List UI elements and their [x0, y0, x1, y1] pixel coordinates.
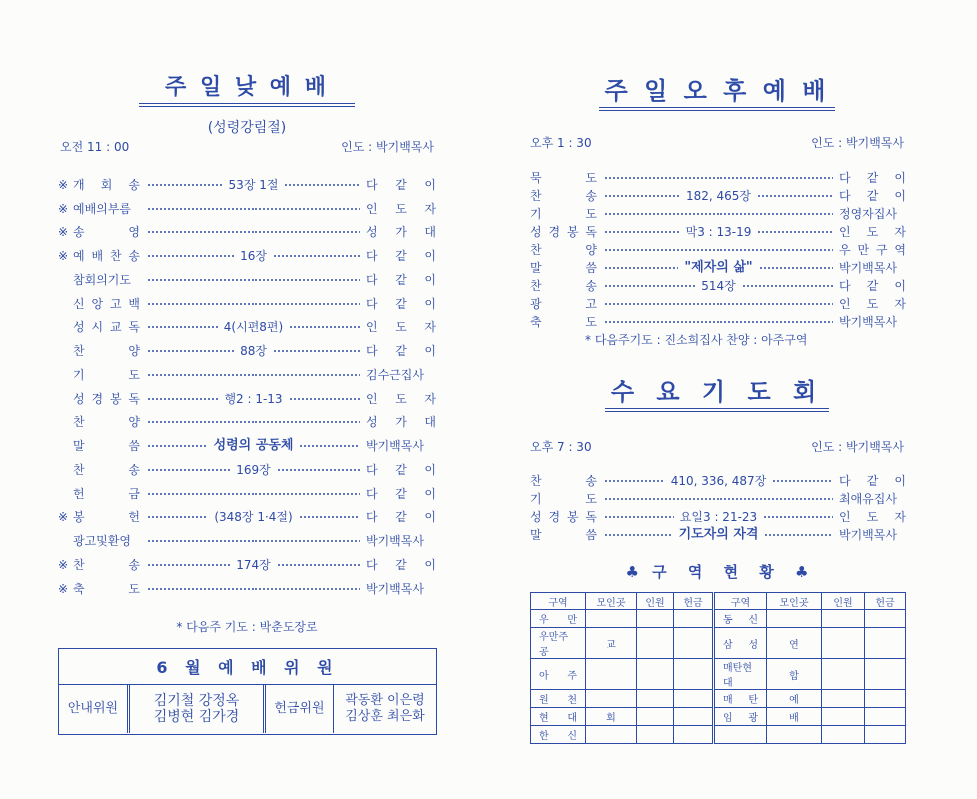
- attendance-cell: [637, 708, 674, 726]
- attendance-cell: [822, 628, 865, 659]
- item-label: 헌 금: [73, 486, 140, 501]
- leader-dots: [277, 465, 360, 475]
- item-label: 개 회 송: [73, 177, 140, 192]
- item-leader: 박기백목사: [366, 439, 424, 454]
- morning-service-title: 주 일 낮 예 배: [139, 74, 355, 107]
- service-item: [530, 490, 906, 508]
- leader-dots: [604, 476, 665, 486]
- item-detail: 4(시편8편): [223, 320, 284, 335]
- sermon-title: "제자의 삶": [684, 260, 753, 275]
- usher-names: [127, 685, 263, 733]
- item-label: 예 배 찬 송: [73, 249, 140, 264]
- right-column: [528, 0, 906, 799]
- leader-dots: [289, 322, 360, 332]
- afternoon-note: * 다음주기도 : 진소희집사 찬양 : 아주구역: [585, 333, 808, 347]
- afternoon-leader: 인도 : 박기백목사: [811, 136, 904, 150]
- item-leader: 다 같 이: [366, 462, 436, 477]
- item-label: 축 도: [530, 315, 597, 329]
- item-label: 성 시 교 독: [73, 320, 140, 335]
- district-name: 우 만: [531, 610, 586, 628]
- service-item: [530, 526, 906, 544]
- item-label: 찬 송: [530, 279, 597, 293]
- table-header-row: [531, 593, 906, 610]
- item-label: 말 씀: [530, 528, 597, 542]
- district-name: [714, 726, 767, 744]
- leader-dots: [299, 441, 360, 451]
- morning-time: 오전 11 : 00: [60, 140, 130, 154]
- leader-dots: [604, 209, 719, 219]
- leader-dots: [289, 394, 360, 404]
- leader-dots: [719, 494, 834, 504]
- standing-mark: ※: [58, 225, 69, 240]
- leader-dots: [147, 204, 254, 214]
- wednesday-title-wrap: [528, 378, 906, 412]
- standing-mark: ※: [58, 581, 69, 596]
- leader-dots: [604, 191, 680, 201]
- leader-dots: [147, 560, 230, 570]
- service-item: [58, 197, 436, 221]
- item-leader: 인 도 자: [366, 201, 436, 216]
- leader-dots: [254, 584, 361, 594]
- meeting-place: 연: [767, 628, 822, 659]
- item-label: 축 도: [73, 581, 140, 596]
- afternoon-order-list: [530, 169, 906, 331]
- usher-label: 안내위원: [67, 701, 119, 716]
- meeting-place: 교: [586, 628, 637, 659]
- service-item: [58, 577, 436, 601]
- leader-dots: [147, 465, 230, 475]
- item-label: 성 경 봉 독: [73, 391, 140, 406]
- col-header-offering: 헌금: [674, 593, 714, 610]
- table-row: [531, 659, 906, 690]
- offering-names-line: 김상훈 최은화: [345, 709, 425, 724]
- item-leader: 다 같 이: [839, 189, 906, 203]
- meeting-place: [586, 690, 637, 708]
- district-status-table: [530, 592, 906, 744]
- leader-dots: [147, 346, 234, 356]
- service-item: [58, 529, 436, 553]
- item-leader: 우 만 구 역: [839, 243, 906, 257]
- col-header-district: 구역: [714, 593, 767, 610]
- offering-cell: [674, 726, 714, 744]
- wednesday-leader: 인도 : 박기백목사: [811, 440, 904, 454]
- leader-dots: [254, 370, 361, 380]
- item-label: 찬 송: [530, 474, 597, 488]
- item-label: 광고및환영: [73, 534, 131, 549]
- item-leader: 박기백목사: [839, 261, 897, 275]
- leader-dots: [719, 173, 834, 183]
- sermon-title: 성령의 공동체: [213, 438, 294, 454]
- attendance-cell: [637, 659, 674, 690]
- item-label: 성 경 봉 독: [530, 510, 597, 524]
- district-name: 한 신: [531, 726, 586, 744]
- morning-leader: 인도 : 박기백목사: [341, 140, 434, 154]
- service-item: [530, 187, 906, 205]
- item-detail: 410, 336, 487장: [670, 474, 767, 488]
- table-row: [531, 690, 906, 708]
- attendance-cell: [822, 708, 865, 726]
- district-name: 매 탄: [714, 690, 767, 708]
- leader-dots: [147, 370, 254, 380]
- item-detail: (348장 1·4절): [214, 510, 293, 525]
- offering-names-line: 곽동환 이은령: [345, 693, 425, 708]
- offering-cell: [674, 708, 714, 726]
- item-label: 찬 송: [73, 462, 140, 477]
- offering-cell: [674, 610, 714, 628]
- item-label: 찬 송: [73, 557, 140, 572]
- col-header-place: 모인곳: [767, 593, 822, 610]
- meeting-place: 예: [767, 690, 822, 708]
- offering-cell: [865, 610, 906, 628]
- district-name: 매탄현대: [714, 659, 767, 690]
- service-item: [530, 259, 906, 277]
- leader-dots: [284, 180, 360, 190]
- item-label: 찬 양: [73, 344, 140, 359]
- service-item: [58, 244, 436, 268]
- item-label: 찬 송: [530, 189, 597, 203]
- standing-mark: ※: [58, 201, 69, 216]
- leader-dots: [604, 281, 695, 291]
- district-name: 임 광: [714, 708, 767, 726]
- standing-mark: ※: [58, 249, 69, 264]
- usher-names-line: 김기철 강정옥: [153, 693, 240, 709]
- standing-mark: ※: [58, 557, 69, 572]
- item-label: 기 도: [73, 367, 140, 382]
- leader-dots: [147, 512, 208, 522]
- meeting-place: [586, 726, 637, 744]
- morning-subtitle: (성령강림절): [207, 120, 287, 136]
- afternoon-time-row: [528, 135, 906, 151]
- leader-dots: [772, 476, 833, 486]
- offering-label: 헌금위원: [263, 685, 333, 733]
- leader-dots: [759, 263, 833, 273]
- service-item: [530, 169, 906, 187]
- item-detail: 182, 465장: [685, 189, 752, 203]
- leader-dots: [719, 299, 834, 309]
- attendance-cell: [637, 690, 674, 708]
- meeting-place: 배: [767, 708, 822, 726]
- leader-dots: [254, 227, 361, 237]
- item-leader: 다 같 이: [366, 510, 437, 525]
- leader-dots: [604, 173, 719, 183]
- item-leader: 박기백목사: [366, 581, 424, 596]
- service-item: [58, 482, 436, 506]
- leader-dots: [719, 209, 834, 219]
- service-item: [58, 553, 436, 577]
- item-leader: 성 가 대: [366, 415, 436, 430]
- service-item: [58, 363, 436, 387]
- service-item: [530, 241, 906, 259]
- leader-dots: [763, 512, 833, 522]
- item-leader: 다 같 이: [839, 474, 907, 488]
- item-leader: 다 같 이: [839, 171, 906, 185]
- item-leader: 성 가 대: [366, 225, 436, 240]
- leader-dots: [147, 180, 223, 190]
- wednesday-order-list: [530, 472, 906, 544]
- item-detail: 88장: [240, 344, 267, 359]
- meeting-place: 합: [767, 659, 822, 690]
- leader-dots: [757, 191, 833, 201]
- item-leader: 인 도 자: [839, 510, 906, 524]
- wednesday-service-title: 수 요 기 도 회: [605, 378, 829, 412]
- item-leader: 다 같 이: [366, 296, 436, 311]
- leader-dots: [742, 281, 833, 291]
- sunday-morning-column: [58, 0, 436, 799]
- leader-dots: [254, 489, 361, 499]
- meeting-place: [586, 610, 637, 628]
- leader-dots: [147, 584, 254, 594]
- item-leader: 박기백목사: [839, 528, 897, 542]
- morning-title-wrap: [58, 74, 436, 107]
- meeting-place: [767, 610, 822, 628]
- leader-dots: [757, 227, 833, 237]
- item-leader: 최애유집사: [839, 492, 897, 506]
- table-row: [531, 610, 906, 628]
- offering-cell: [865, 708, 906, 726]
- service-item: [530, 295, 906, 313]
- item-detail: 53장 1절: [228, 177, 279, 192]
- item-leader: 박기백목사: [366, 534, 424, 549]
- leader-dots: [147, 299, 254, 309]
- district-name: 삼 성: [714, 628, 767, 659]
- offering-cell: [674, 659, 714, 690]
- table-row: [531, 726, 906, 744]
- leader-dots: [719, 317, 834, 327]
- item-leader: 다 같 이: [366, 249, 436, 264]
- district-status-title: 구 역 현 황: [652, 563, 782, 581]
- offering-cell: [674, 690, 714, 708]
- service-item: [58, 268, 436, 292]
- leader-dots: [147, 227, 254, 237]
- item-label: 참회의기도: [73, 272, 131, 287]
- item-label: 말 씀: [530, 261, 597, 275]
- service-item: [58, 506, 436, 530]
- item-label: 기 도: [530, 492, 597, 506]
- afternoon-title-wrap: [528, 77, 906, 111]
- leader-dots: [604, 512, 674, 522]
- leader-dots: [277, 560, 360, 570]
- leader-dots: [604, 494, 719, 504]
- offering-cell: [865, 690, 906, 708]
- col-header-attendance: 인원: [822, 593, 865, 610]
- table-row: [531, 708, 906, 726]
- service-item: [58, 339, 436, 363]
- table-row: [531, 628, 906, 659]
- wednesday-time: 오후 7 : 30: [530, 440, 592, 454]
- item-leader: 인 도 자: [839, 297, 906, 311]
- meeting-place: 회: [586, 708, 637, 726]
- offering-cell: [865, 628, 906, 659]
- district-name: 우만주공: [531, 628, 586, 659]
- afternoon-service-title: 주 일 오 후 예 배: [599, 77, 836, 111]
- attendance-cell: [637, 610, 674, 628]
- item-detail: 막3 : 13-19: [685, 225, 752, 239]
- item-detail: 16장: [240, 249, 267, 264]
- item-leader: 김수근집사: [366, 367, 424, 382]
- service-item: [530, 313, 906, 331]
- standing-mark: ※: [58, 177, 69, 192]
- standing-mark: ※: [58, 510, 69, 525]
- offering-cell: [865, 726, 906, 744]
- service-item: [530, 223, 906, 241]
- leader-dots: [719, 245, 834, 255]
- item-label: 신 앙 고 백: [73, 296, 140, 311]
- offering-cell: [674, 628, 714, 659]
- morning-order-list: [58, 173, 436, 601]
- col-header-attendance: 인원: [637, 593, 674, 610]
- offering-cell: [865, 659, 906, 690]
- leader-dots: [604, 245, 719, 255]
- item-leader: 다 같 이: [366, 344, 436, 359]
- leader-dots: [604, 317, 719, 327]
- offering-names: [333, 685, 436, 733]
- leader-dots: [147, 322, 218, 332]
- leader-dots: [604, 530, 673, 540]
- leader-dots: [147, 251, 234, 261]
- item-label: 찬 양: [530, 243, 597, 257]
- service-item: [58, 173, 436, 197]
- item-leader: 박기백목사: [839, 315, 897, 329]
- leader-dots: [604, 299, 719, 309]
- item-leader: 다 같 이: [839, 279, 906, 293]
- wednesday-time-row: [528, 439, 906, 455]
- district-name: 현 대: [531, 708, 586, 726]
- item-label: 찬 양: [73, 415, 140, 430]
- attendance-cell: [822, 690, 865, 708]
- leader-dots: [604, 227, 680, 237]
- service-item: [530, 472, 906, 490]
- item-detail: 169장: [236, 462, 271, 477]
- service-item: [58, 411, 436, 435]
- leader-dots: [147, 394, 218, 404]
- service-item: [58, 387, 436, 411]
- morning-time-row: [58, 139, 436, 155]
- item-label: 봉 헌: [73, 510, 140, 525]
- attendance-cell: [822, 610, 865, 628]
- item-detail: 행2 : 1-13: [224, 391, 283, 406]
- item-leader: 정영자집사: [839, 207, 897, 221]
- item-label: 기 도: [530, 207, 597, 221]
- col-header-offering: 헌금: [865, 593, 906, 610]
- club-icon: [625, 563, 638, 581]
- leader-dots: [147, 275, 254, 285]
- item-detail: 514장: [701, 279, 736, 293]
- meeting-place: [767, 726, 822, 744]
- item-label: 예배의부름: [73, 201, 131, 216]
- attendance-cell: [822, 726, 865, 744]
- item-label: 말 씀: [73, 439, 140, 454]
- leader-dots: [604, 263, 678, 273]
- leader-dots: [254, 299, 361, 309]
- item-label: 성 경 봉 독: [530, 225, 597, 239]
- committee-row: [59, 685, 436, 733]
- item-leader: 다 같 이: [366, 557, 436, 572]
- sermon-title: 기도자의 자격: [678, 527, 759, 542]
- leader-dots: [254, 417, 361, 427]
- service-item: [530, 205, 906, 223]
- worship-committee-box: [58, 648, 437, 735]
- leader-dots: [273, 251, 360, 261]
- leader-dots: [254, 204, 361, 214]
- leader-dots: [254, 536, 361, 546]
- item-leader: 다 같 이: [366, 486, 436, 501]
- leader-dots: [254, 275, 361, 285]
- district-status-heading: [528, 563, 906, 581]
- leader-dots: [147, 417, 254, 427]
- service-item: [58, 316, 436, 340]
- item-label: 광 고: [530, 297, 597, 311]
- leader-dots: [299, 512, 360, 522]
- leader-dots: [147, 489, 254, 499]
- service-item: [530, 277, 906, 295]
- district-name: 동 신: [714, 610, 767, 628]
- leader-dots: [147, 441, 208, 451]
- club-icon: [795, 563, 808, 581]
- service-item: [58, 458, 436, 482]
- item-leader: 인 도 자: [366, 391, 437, 406]
- leader-dots: [764, 530, 833, 540]
- usher-names-line: 김병현 김가경: [153, 709, 240, 725]
- attendance-cell: [637, 726, 674, 744]
- attendance-cell: [637, 628, 674, 659]
- item-leader: 다 같 이: [366, 177, 436, 192]
- item-label: 묵 도: [530, 171, 597, 185]
- item-leader: 다 같 이: [366, 272, 436, 287]
- afternoon-time: 오후 1 : 30: [530, 136, 592, 150]
- item-label: 송 영: [73, 225, 140, 240]
- next-week-prayer-note: * 다음주 기도 : 박춘도장로: [176, 620, 318, 634]
- district-name: 원 천: [531, 690, 586, 708]
- committee-title: 6 월 예 배 위 원: [59, 649, 436, 685]
- item-leader: 인 도 자: [366, 320, 437, 335]
- item-leader: 인 도 자: [839, 225, 906, 239]
- service-item: [58, 221, 436, 245]
- service-item: [58, 292, 436, 316]
- item-detail: 174장: [236, 557, 271, 572]
- leader-dots: [273, 346, 360, 356]
- item-detail: 요일3 : 21-23: [679, 510, 758, 524]
- col-header-place: 모인곳: [586, 593, 637, 610]
- leader-dots: [147, 536, 254, 546]
- service-item: [58, 434, 436, 458]
- attendance-cell: [822, 659, 865, 690]
- district-name: 아 주: [531, 659, 586, 690]
- service-item: [530, 508, 906, 526]
- meeting-place: [586, 659, 637, 690]
- col-header-district: 구역: [531, 593, 586, 610]
